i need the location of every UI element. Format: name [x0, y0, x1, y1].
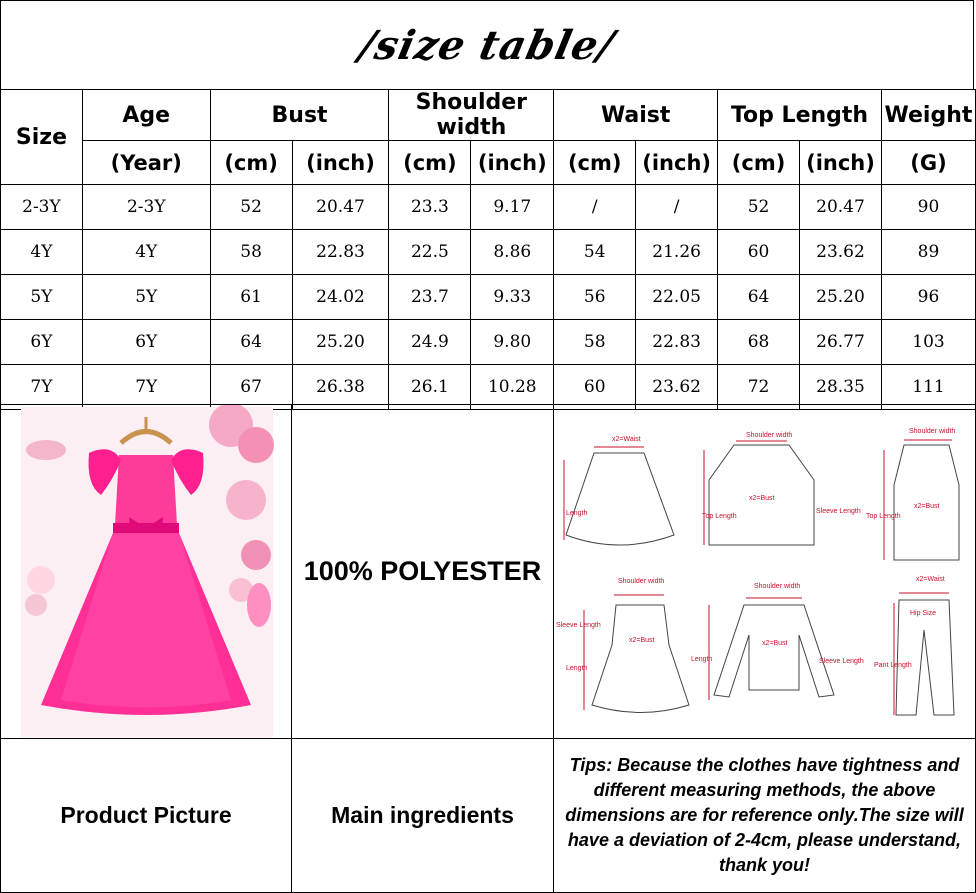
header-waist: Waist [554, 90, 718, 141]
table-cell: 64 [210, 320, 292, 365]
measurement-diagrams [554, 405, 975, 738]
material-text: 100% POLYESTER [303, 556, 542, 586]
unit-weight: (G) [881, 141, 975, 185]
svg-text:x2=Waist: x2=Waist [612, 436, 641, 443]
svg-text:Shoulder width: Shoulder width [746, 432, 793, 439]
table-cell: 96 [881, 275, 975, 320]
table-row [1, 365, 976, 410]
table-cell: 21.26 [636, 230, 718, 275]
shirt-diagram [691, 583, 864, 700]
table-cell: 56 [554, 275, 636, 320]
table-row [1, 185, 976, 230]
jacket-diagram [702, 432, 861, 545]
table-cell: / [636, 185, 718, 230]
table-cell: 52 [210, 185, 292, 230]
product-picture-label: Product Picture [60, 802, 232, 828]
unit-top-inch: (inch) [800, 141, 882, 185]
table-cell: 52 [718, 185, 800, 230]
pants-diagram [874, 576, 954, 715]
unit-shoulder-inch: (inch) [471, 141, 554, 185]
table-cell: 103 [881, 320, 975, 365]
table-row [1, 320, 976, 365]
title-banner [0, 0, 974, 90]
table-cell: 60 [718, 230, 800, 275]
table-row [1, 230, 976, 275]
table-cell: 5Y [1, 275, 83, 320]
page-title: /size table/ [354, 21, 620, 69]
svg-text:Sleeve Length: Sleeve Length [819, 658, 864, 665]
table-cell: 9.17 [471, 185, 554, 230]
unit-top-cm: (cm) [718, 141, 800, 185]
bottom-section [0, 404, 976, 893]
table-cell: 72 [718, 365, 800, 410]
svg-text:Shoulder width: Shoulder width [909, 428, 956, 435]
header-weight: Weight [881, 90, 975, 141]
table-cell: 25.20 [292, 320, 389, 365]
table-cell: 60 [554, 365, 636, 410]
table-cell: 68 [718, 320, 800, 365]
table-cell: 4Y [1, 230, 83, 275]
table-cell: 9.80 [471, 320, 554, 365]
svg-text:Length: Length [566, 665, 588, 672]
table-cell: 54 [554, 230, 636, 275]
table-cell: 28.35 [800, 365, 882, 410]
header-size: Size [1, 90, 83, 185]
svg-text:x2=Bust: x2=Bust [762, 640, 788, 647]
tips-cell [553, 738, 976, 893]
header-row-names [1, 90, 976, 141]
table-cell: 23.62 [636, 365, 718, 410]
table-cell: 20.47 [800, 185, 882, 230]
tips-text: Tips: Because the clothes have tightness and different measuring methods, the above dimensions are for reference only.The size will have a deviation of 2-4cm, please understand, thank you! [565, 755, 964, 875]
vest-diagram [866, 428, 959, 560]
svg-text:Sleeve Length: Sleeve Length [556, 622, 601, 629]
svg-text:Shoulder width: Shoulder width [618, 578, 665, 585]
table-cell: 22.5 [389, 230, 471, 275]
size-table [0, 89, 976, 410]
svg-text:Top Length: Top Length [866, 513, 901, 520]
main-ingredients-cell [291, 738, 554, 893]
table-cell: 6Y [82, 320, 210, 365]
unit-age: (Year) [82, 141, 210, 185]
header-row-units [1, 141, 976, 185]
table-cell: 8.86 [471, 230, 554, 275]
table-cell: 67 [210, 365, 292, 410]
table-cell: 5Y [82, 275, 210, 320]
table-cell: 25.20 [800, 275, 882, 320]
table-cell: 58 [554, 320, 636, 365]
svg-text:Shoulder width: Shoulder width [754, 583, 801, 590]
svg-text:Length: Length [566, 510, 588, 517]
table-cell: 26.38 [292, 365, 389, 410]
header-bust: Bust [210, 90, 389, 141]
main-ingredients-label: Main ingredients [331, 802, 514, 828]
table-row [1, 275, 976, 320]
svg-text:Length: Length [691, 656, 713, 663]
table-cell: 24.9 [389, 320, 471, 365]
table-cell: 61 [210, 275, 292, 320]
table-cell: / [554, 185, 636, 230]
svg-text:Hip Size: Hip Size [910, 610, 937, 617]
table-cell: 64 [718, 275, 800, 320]
unit-shoulder-cm: (cm) [389, 141, 471, 185]
unit-bust-cm: (cm) [210, 141, 292, 185]
skirt-diagram [564, 436, 674, 545]
svg-text:x2=Bust: x2=Bust [914, 503, 940, 510]
svg-text:x2=Bust: x2=Bust [629, 637, 655, 644]
table-cell: 22.05 [636, 275, 718, 320]
table-cell: 22.83 [636, 320, 718, 365]
header-top-length: Top Length [718, 90, 882, 141]
table-cell: 90 [881, 185, 975, 230]
dress-image [1, 405, 291, 738]
table-cell: 10.28 [471, 365, 554, 410]
table-cell: 7Y [82, 365, 210, 410]
product-image-cell [0, 404, 292, 739]
table-cell: 24.02 [292, 275, 389, 320]
header-shoulder: Shoulder width [389, 90, 554, 141]
table-cell: 89 [881, 230, 975, 275]
table-cell: 22.83 [292, 230, 389, 275]
table-cell: 23.7 [389, 275, 471, 320]
header-age: Age [82, 90, 210, 141]
material-cell [291, 404, 554, 739]
unit-waist-inch: (inch) [636, 141, 718, 185]
svg-text:x2=Waist: x2=Waist [916, 576, 945, 583]
product-picture-cell [0, 738, 292, 893]
table-cell: 9.33 [471, 275, 554, 320]
table-cell: 23.62 [800, 230, 882, 275]
table-cell: 26.77 [800, 320, 882, 365]
table-cell: 2-3Y [1, 185, 83, 230]
measurement-diagram-cell [553, 404, 976, 739]
svg-text:Sleeve Length: Sleeve Length [816, 508, 861, 515]
table-cell: 111 [881, 365, 975, 410]
dress-diagram [556, 578, 689, 713]
svg-text:Pant Length: Pant Length [874, 662, 912, 669]
table-cell: 6Y [1, 320, 83, 365]
svg-text:Top Length: Top Length [702, 513, 737, 520]
table-cell: 2-3Y [82, 185, 210, 230]
table-cell: 58 [210, 230, 292, 275]
table-cell: 4Y [82, 230, 210, 275]
unit-waist-cm: (cm) [554, 141, 636, 185]
table-cell: 26.1 [389, 365, 471, 410]
table-cell: 7Y [1, 365, 83, 410]
unit-bust-inch: (inch) [292, 141, 389, 185]
table-cell: 23.3 [389, 185, 471, 230]
svg-text:x2=Bust: x2=Bust [749, 495, 775, 502]
table-cell: 20.47 [292, 185, 389, 230]
